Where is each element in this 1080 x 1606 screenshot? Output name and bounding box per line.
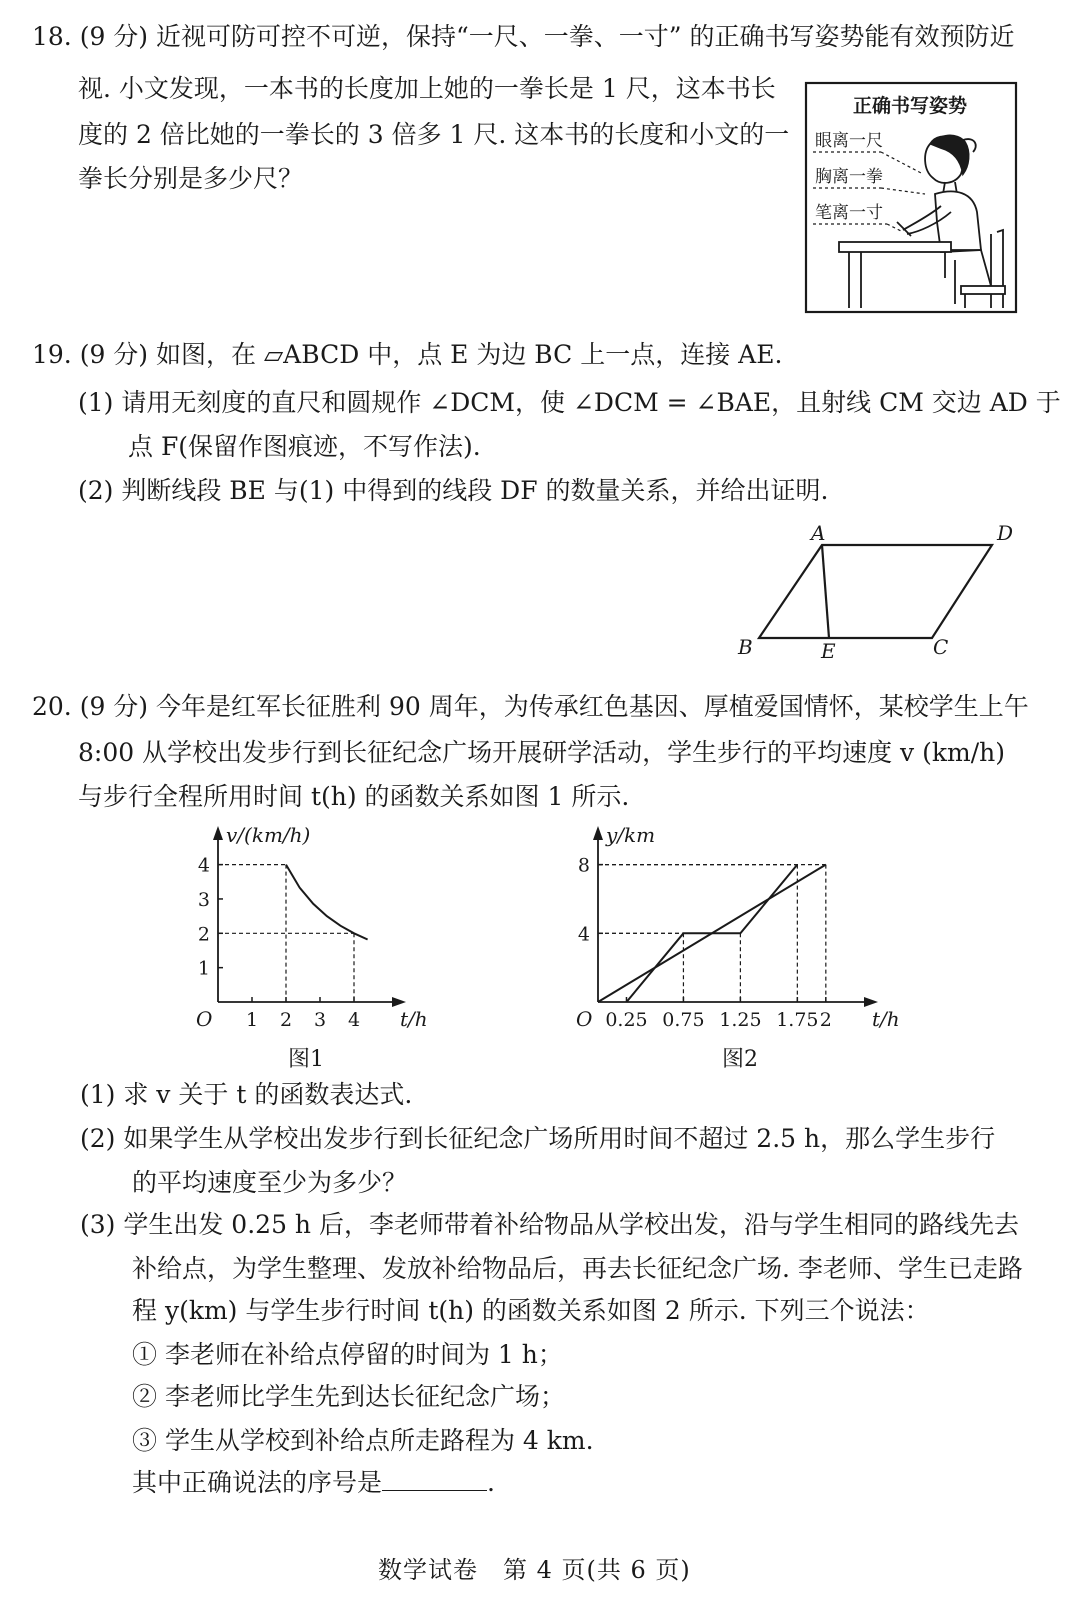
- answer-end-mark: .: [487, 1468, 495, 1497]
- posture-label-chest: 胸离一拳: [815, 167, 883, 187]
- parallelogram-figure: [735, 520, 1025, 665]
- answer-blank[interactable]: [382, 1466, 487, 1491]
- q18-line-2: 视. 小文发现，一本书的长度加上她的一拳长是 1 尺，这本书长: [78, 74, 776, 103]
- chart-figure-1: [170, 820, 430, 1040]
- q19-line-1: 19. (9 分) 如图，在 ▱ABCD 中，点 E 为边 BC 上一点，连接 AE.: [32, 340, 783, 369]
- point-d-label: D: [997, 521, 1014, 545]
- answer-prompt: [132, 1466, 495, 1500]
- q20-intro-3: 与步行全程所用时间 t(h) 的函数关系如图 1 所示.: [78, 782, 630, 811]
- x-tick-label: 3: [313, 1009, 327, 1031]
- q19-line-2: (1) 请用无刻度的直尺和圆规作 ∠DCM，使 ∠DCM = ∠BAE，且射线 CM 交边 AD 于: [78, 388, 1061, 417]
- y-tick-label: 8: [577, 854, 590, 877]
- x-axis-label: t/h: [400, 1007, 428, 1031]
- q18-line-4: 拳长分别是多少尺？: [78, 164, 304, 193]
- origin-label: O: [576, 1007, 593, 1031]
- y-tick-label: 2: [197, 923, 210, 946]
- y-axis-arrow: [213, 826, 223, 840]
- x-axis-arrow: [864, 997, 878, 1007]
- x-tick-label: 2: [279, 1009, 293, 1031]
- x-axis-label: t/h: [872, 1007, 900, 1031]
- q19-line-3: 点 F(保留作图痕迹，不写作法).: [128, 432, 481, 461]
- segment-ae: [822, 545, 829, 638]
- q20-part3-line2: 补给点，为学生整理、发放补给物品后，再去长征纪念广场. 李老师、学生已走路: [132, 1254, 1023, 1283]
- y-axis-arrow: [593, 826, 603, 840]
- q20-part1: (1) 求 v 关于 t 的函数表达式.: [80, 1080, 413, 1109]
- y-tick-label: 4: [197, 854, 210, 877]
- q20-part2-line1: (2) 如果学生从学校出发步行到长征纪念广场所用时间不超过 2.5 h，那么学生步行: [80, 1124, 996, 1153]
- parallelogram-abcd: [759, 545, 992, 638]
- posture-label-pen: 笔离一寸: [815, 203, 883, 223]
- x-tick-label: 1.25: [719, 1009, 762, 1031]
- q20-intro-1: 20. (9 分) 今年是红军长征胜利 90 周年，为传承红色基因、厚植爱国情怀，某校学生上午: [32, 692, 1029, 721]
- y-tick-label: 3: [197, 888, 210, 911]
- x-tick-label: 4: [347, 1009, 361, 1031]
- statement-3: ③ 学生从学校到补给点所走路程为 4 km.: [132, 1426, 594, 1455]
- q20-part3-line1: (3) 学生出发 0.25 h 后，李老师带着补给物品从学校出发，沿与学生相同的路线先去: [80, 1210, 1019, 1239]
- q20-part2-line2: 的平均速度至少为多少？: [132, 1168, 408, 1197]
- statement-2: ② 李老师比学生先到达长征纪念广场；: [132, 1382, 565, 1411]
- chart-figure-2: [560, 820, 920, 1040]
- y-tick-label: 1: [197, 957, 210, 980]
- q19-line-4: (2) 判断线段 BE 与(1) 中得到的线段 DF 的数量关系，并给出证明.: [78, 476, 829, 505]
- y-tick-label: 4: [577, 923, 590, 946]
- point-e-label: E: [821, 639, 836, 663]
- q18-line-3: 度的 2 倍比她的一拳长的 3 倍多 1 尺. 这本书的长度和小文的一: [78, 120, 790, 149]
- x-tick-label: 1.75: [776, 1009, 819, 1031]
- answer-prompt-text: 其中正确说法的序号是: [132, 1468, 383, 1497]
- posture-title: 正确书写姿势: [852, 95, 968, 117]
- x-tick-label: 1: [245, 1009, 259, 1031]
- x-tick-label: 0.75: [662, 1009, 705, 1031]
- y-axis-label: v/(km/h): [226, 823, 311, 847]
- figure-1-caption: 图1: [288, 1047, 324, 1072]
- origin-label: O: [196, 1007, 213, 1031]
- statement-1: ① 李老师在补给点停留的时间为 1 h；: [132, 1340, 563, 1369]
- x-axis-arrow: [392, 997, 406, 1007]
- series-1-line: [286, 865, 368, 940]
- point-b-label: B: [738, 635, 753, 659]
- q20-part3-line3: 程 y(km) 与学生步行时间 t(h) 的函数关系如图 2 所示. 下列三个说法：: [132, 1296, 930, 1325]
- q20-intro-2: 8:00 从学校出发步行到长征纪念广场开展研学活动，学生步行的平均速度 v (km/h): [78, 738, 1005, 767]
- posture-label-eye: 眼离一尺: [815, 131, 883, 151]
- x-tick-label: 2: [819, 1009, 832, 1031]
- figure-2-caption: 图2: [722, 1047, 758, 1072]
- point-a-label: A: [811, 521, 826, 545]
- point-c-label: C: [933, 635, 949, 659]
- series-2-line: [627, 865, 798, 1002]
- y-axis-label: y/km: [606, 823, 656, 847]
- posture-figure: [805, 82, 1017, 314]
- q18-line-1: 18. (9 分) 近视可防可控不可逆，保持“一尺、一拳、一寸” 的正确书写姿势能有效预防近: [32, 22, 1015, 51]
- x-tick-label: 0.25: [605, 1009, 648, 1031]
- page-footer: 数学试卷 第 4 页(共 6 页): [378, 1556, 691, 1584]
